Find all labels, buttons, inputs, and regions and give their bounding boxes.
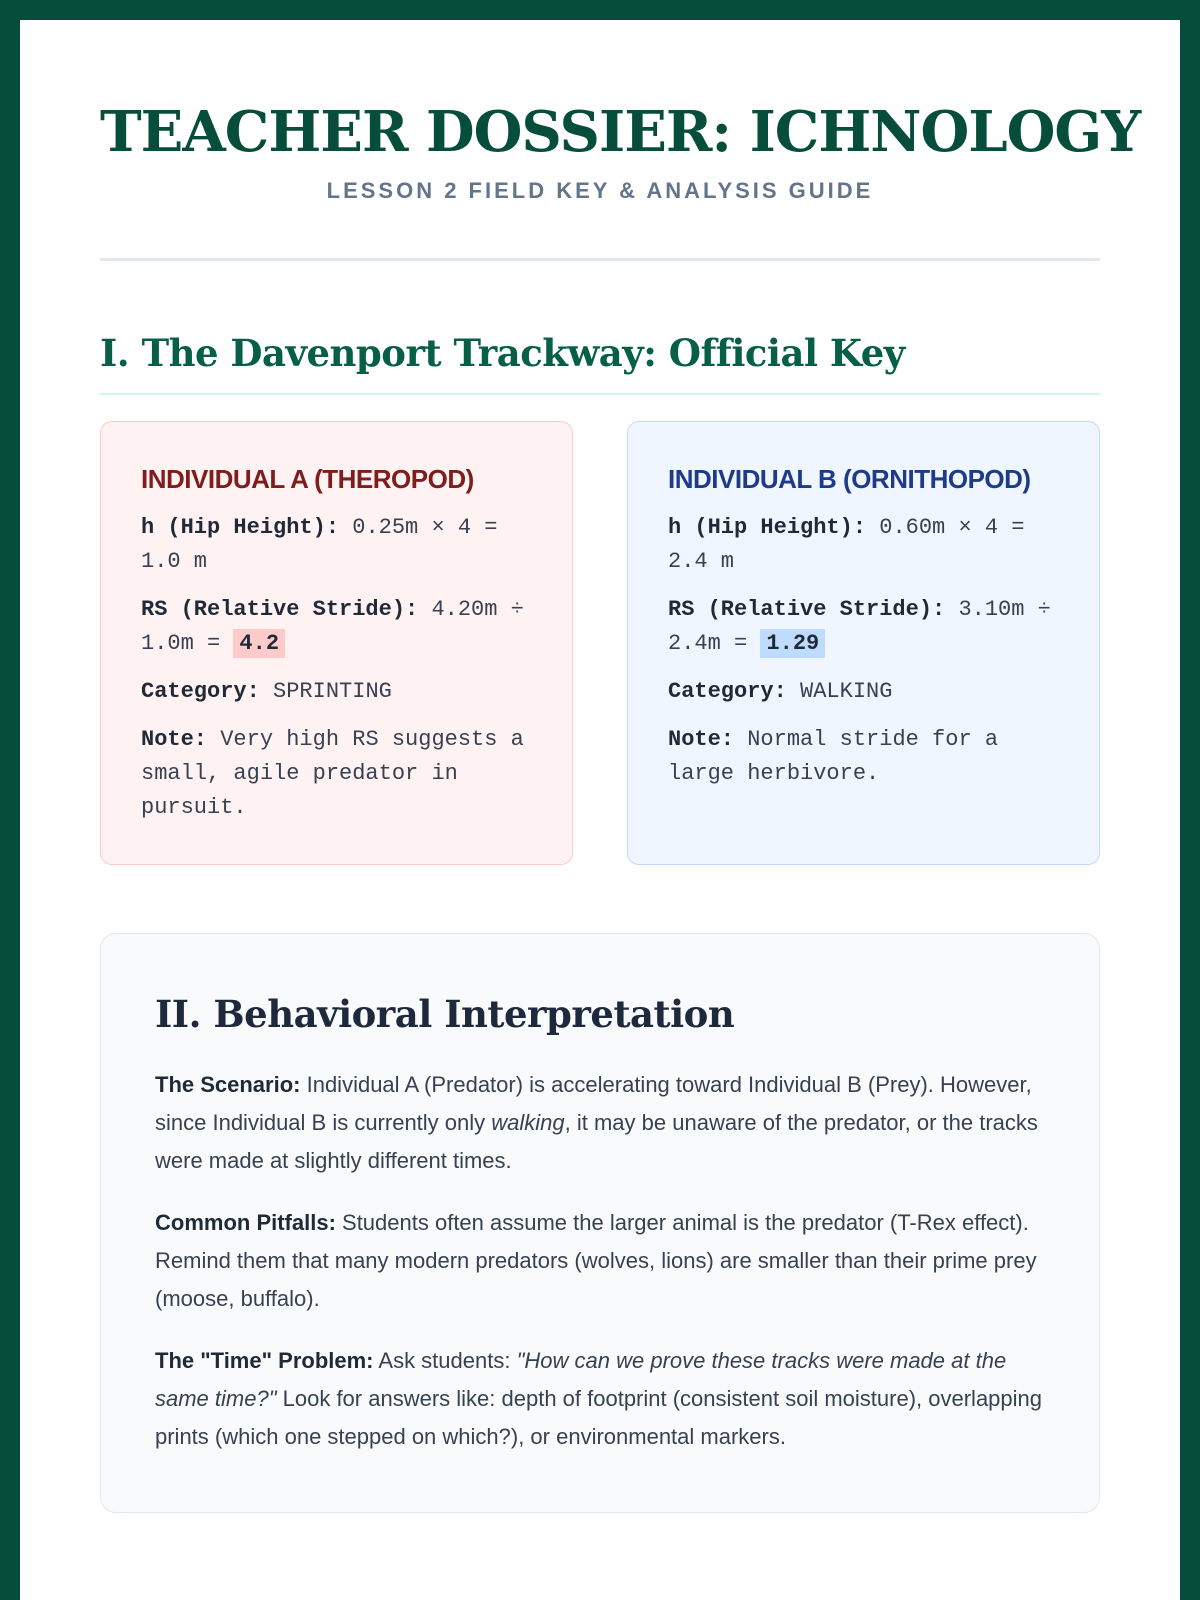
scenario-emphasis: walking: [491, 1109, 565, 1135]
relative-stride-label: RS (Relative Stride):: [141, 596, 419, 622]
behavioral-interpretation-panel: [100, 933, 1100, 1513]
document-title: TEACHER DOSSIER: ICHNOLOGY: [100, 99, 1141, 165]
card-title-individual-b: INDIVIDUAL B (ORNITHOPOD): [668, 463, 1031, 494]
category-value: WALKING: [786, 678, 893, 704]
category-label: Category:: [141, 678, 260, 704]
note-line: [141, 723, 532, 825]
relative-stride-result: 4.2: [233, 629, 285, 658]
time-problem-text-1: Ask students:: [373, 1347, 517, 1373]
scenario-text-2: , it may be unaware of the predator, or the tracks were made at slightly different times.: [155, 1109, 1038, 1173]
relative-stride-value: 4.20m ÷ 1.0m =: [141, 596, 524, 656]
scenario-text-1: Individual A (Predator) is accelerating toward Individual B (Prey). However, since Individual B is currently only: [155, 1071, 1032, 1135]
document-header: [100, 20, 1141, 261]
card-individual-a: [100, 421, 573, 865]
pitfalls-label: Common Pitfalls:: [155, 1209, 336, 1235]
hip-height-value: 0.60m × 4 = 2.4 m: [668, 514, 1025, 574]
pitfalls-text: Students often assume the larger animal is the predator (T-Rex effect). Remind them that many modern predators (wolves, lions) are smaller than their prime prey (moose, buffalo).: [155, 1209, 1037, 1311]
note-label: Note:: [668, 726, 735, 752]
time-problem-quote: "How can we prove these tracks were made at the same time?": [155, 1347, 1007, 1411]
hip-height-line: [668, 511, 1059, 579]
section-title-official-key: I. The Davenport Trackway: Official Key: [100, 331, 1100, 395]
header-divider: [100, 258, 1100, 261]
relative-stride-line: [141, 593, 532, 661]
note-value: Very high RS suggests a small, agile predator in pursuit.: [141, 726, 524, 820]
hip-height-value: 0.25m × 4 = 1.0 m: [141, 514, 498, 574]
relative-stride-result: 1.29: [760, 629, 825, 658]
individual-cards: [100, 421, 1100, 865]
relative-stride-value: 3.10m ÷ 2.4m =: [668, 596, 1051, 656]
category-value: SPRINTING: [259, 678, 392, 704]
card-title-individual-a: INDIVIDUAL A (THEROPOD): [141, 463, 474, 494]
time-problem-text-2: Look for answers like: depth of footprint (consistent soil moisture), overlapping prints (which one stepped on which?), or environmental markers.: [155, 1385, 1043, 1449]
note-label: Note:: [141, 726, 208, 752]
category-line: [668, 675, 1059, 709]
note-line: [668, 723, 1059, 791]
time-problem-label: The "Time" Problem:: [155, 1347, 374, 1373]
relative-stride-line: [668, 593, 1059, 661]
hip-height-label: h (Hip Height):: [141, 514, 340, 540]
relative-stride-label: RS (Relative Stride):: [668, 596, 946, 622]
document-subtitle: LESSON 2 FIELD KEY & ANALYSIS GUIDE: [326, 177, 874, 203]
pitfalls-paragraph: [155, 1204, 1045, 1318]
time-problem-paragraph: [155, 1342, 1045, 1456]
section-title-behavioral-interpretation: II. Behavioral Interpretation: [155, 991, 735, 1036]
category-line: [141, 675, 532, 709]
category-label: Category:: [668, 678, 787, 704]
dossier-page: [20, 20, 1180, 1600]
scenario-label: The Scenario:: [155, 1071, 301, 1097]
note-value: Normal stride for a large herbivore.: [668, 726, 999, 786]
hip-height-label: h (Hip Height):: [668, 514, 867, 540]
scenario-paragraph: [155, 1066, 1045, 1180]
card-individual-b: [627, 421, 1100, 865]
hip-height-line: [141, 511, 532, 579]
